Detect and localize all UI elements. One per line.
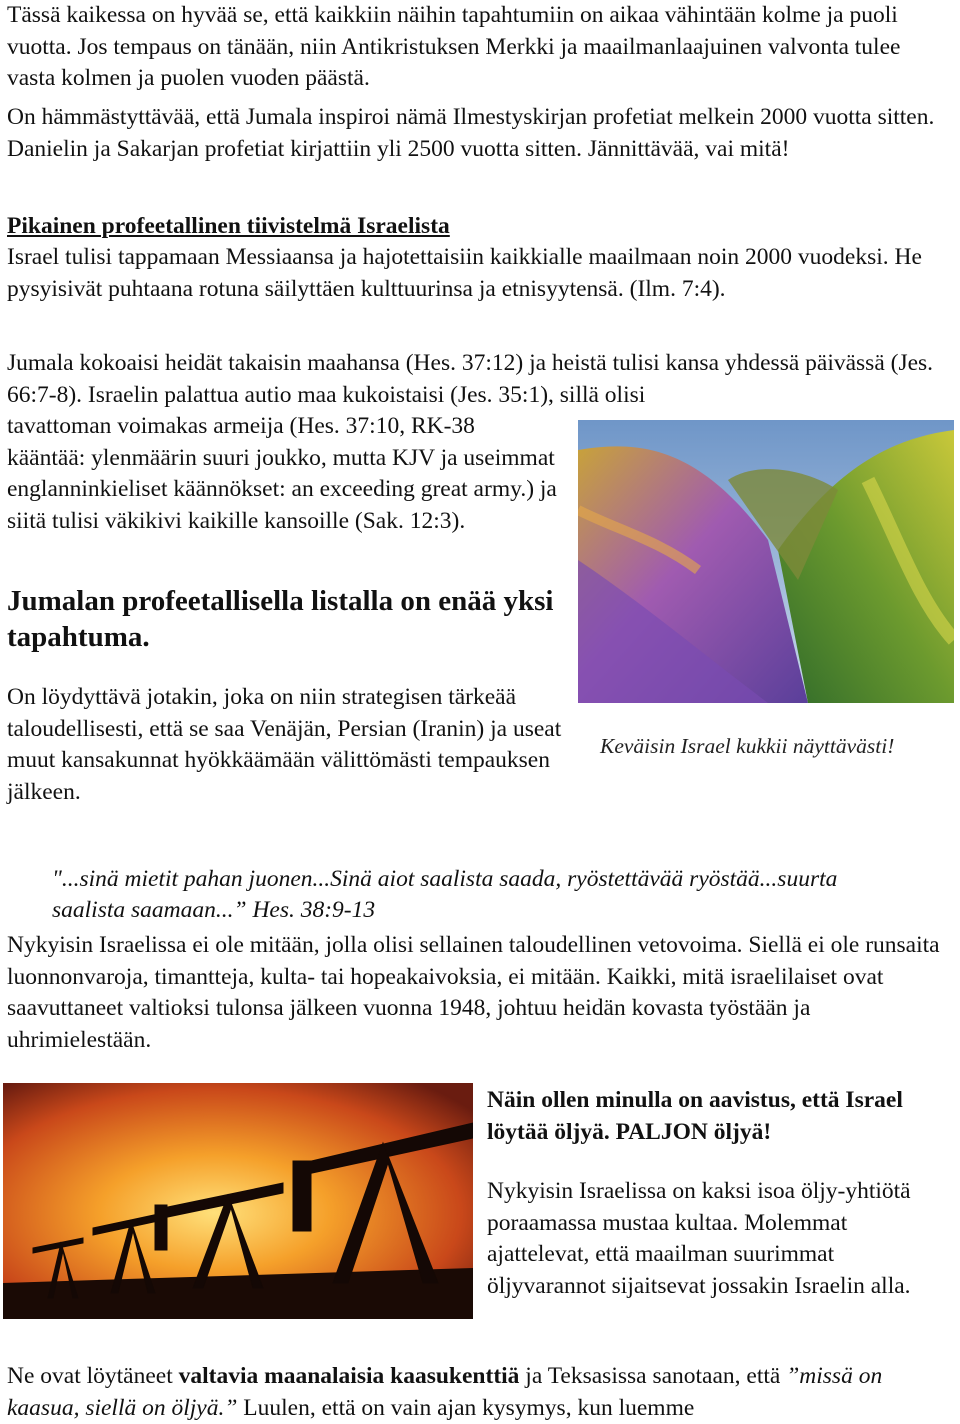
- gas-text-3: Luulen, että on vain ajan kysymys, kun luemme: [237, 1394, 695, 1421]
- intro-paragraph: Tässä kaikessa on hyvää se, että kaikkiin näihin tapahtumiin on aikaa vähintään kolme ja puoli vuotta. Jos tempaus on tänään, niin Antikristuksen Merkki ja maailmanlaajuinen valvonta tulee vasta kolmen ja puolen vuoden päästä.: [7, 2, 901, 91]
- israel-army-paragraph: tavattoman voimakas armeija (Hes. 37:10, RK-38 kääntää: ylenmäärin suuri joukko, mutta KJV ja useimmat englanninkieliset käännökset: an exceeding great army.) ja siitä tulisi väkikivi kaikille kansoille (Sak. 12:3).: [7, 413, 557, 534]
- strategic-paragraph: On löydyttävä jotakin, joka on niin strategisen tärkeää taloudellisesti, että se saa Venäjän, Persian (Iranin) ja useat muut kansakunnat hyökkäämään välittömästi tempauksen jälkeen.: [7, 684, 562, 805]
- flowers-photo-image: [578, 420, 954, 703]
- israel-dispersion-paragraph: Israel tulisi tappamaan Messiaansa ja hajotettaisiin kaikkialle maailmaan noin 2000 vuodeksi. He pysyisivät puhtaana rotuna säilyttäen kulttuurinsa ja etnisyytensä. (Ilm. 7:4).: [7, 244, 922, 302]
- gas-text-2: ja Teksasissa sanotaan, että: [519, 1363, 787, 1389]
- prophecy-paragraph: On hämmästyttävää, että Jumala inspiroi nämä Ilmestyskirjan profetiat melkein 2000 vuotta sitten. Danielin ja Sakarjan profetiat kirjattiin yli 2500 vuotta sitten. Jännittävää, vai mitä!: [7, 104, 935, 162]
- oil-hunch-text: Näin ollen minulla on aavistus, että Israel löytää öljyä. PALJON öljyä!: [487, 1087, 903, 1145]
- summary-heading: Pikainen profeetallinen tiivistelmä Israelista: [7, 213, 450, 239]
- flowers-photo: [578, 420, 954, 703]
- gas-text-1: Ne ovat löytäneet: [7, 1363, 179, 1389]
- final-event-heading: Jumalan profeetallisella listalla on enää yksi tapahtuma.: [7, 585, 554, 653]
- oil-pumps-photo: [3, 1083, 473, 1319]
- gas-fields-paragraph: [7, 1361, 952, 1424]
- oil-pumps-photo-image: [3, 1083, 473, 1319]
- gas-fields-bold: valtavia maanalaisia kaasukenttiä: [178, 1363, 520, 1389]
- resources-paragraph: Nykyisin Israelissa ei ole mitään, jolla olisi sellainen taloudellinen vetovoima. Siellä ei ole runsaita luonnonvaroja, timantteja, kulta- tai hopeakaivoksia, ei mitään. Kaikki, mitä israelilaiset ovat saavuttaneet valtioksi tulonsa jälkeen vuonna 1948, johtuu heidän kovasta työstään ja uhrimielestään.: [7, 932, 940, 1053]
- texas-saying: ”missä on kaasua, siellä on öljyä.”: [7, 1363, 883, 1421]
- israel-return-paragraph: Jumala kokoaisi heidät takaisin maahansa (Hes. 37:12) ja heistä tulisi kansa yhdessä päivässä (Jes. 66:7-8). Israelin palattua autio maa kukoistaisi (Jes. 35:1), sillä olisi: [7, 350, 934, 408]
- oil-companies-paragraph: Nykyisin Israelissa on kaksi isoa öljy-yhtiötä poraamassa mustaa kultaa. Molemmat ajattelevat, että maailman suurimmat öljyvarannot sijaitsevat jossakin Israelin alla.: [487, 1178, 911, 1299]
- scripture-quote: "...sinä mietit pahan juonen...Sinä aiot saalista saada, ryöstettävää ryöstää...suurta saalista saamaan...” Hes. 38:9-13: [52, 865, 838, 923]
- flowers-caption: Keväisin Israel kukkii näyttävästi!: [600, 734, 895, 758]
